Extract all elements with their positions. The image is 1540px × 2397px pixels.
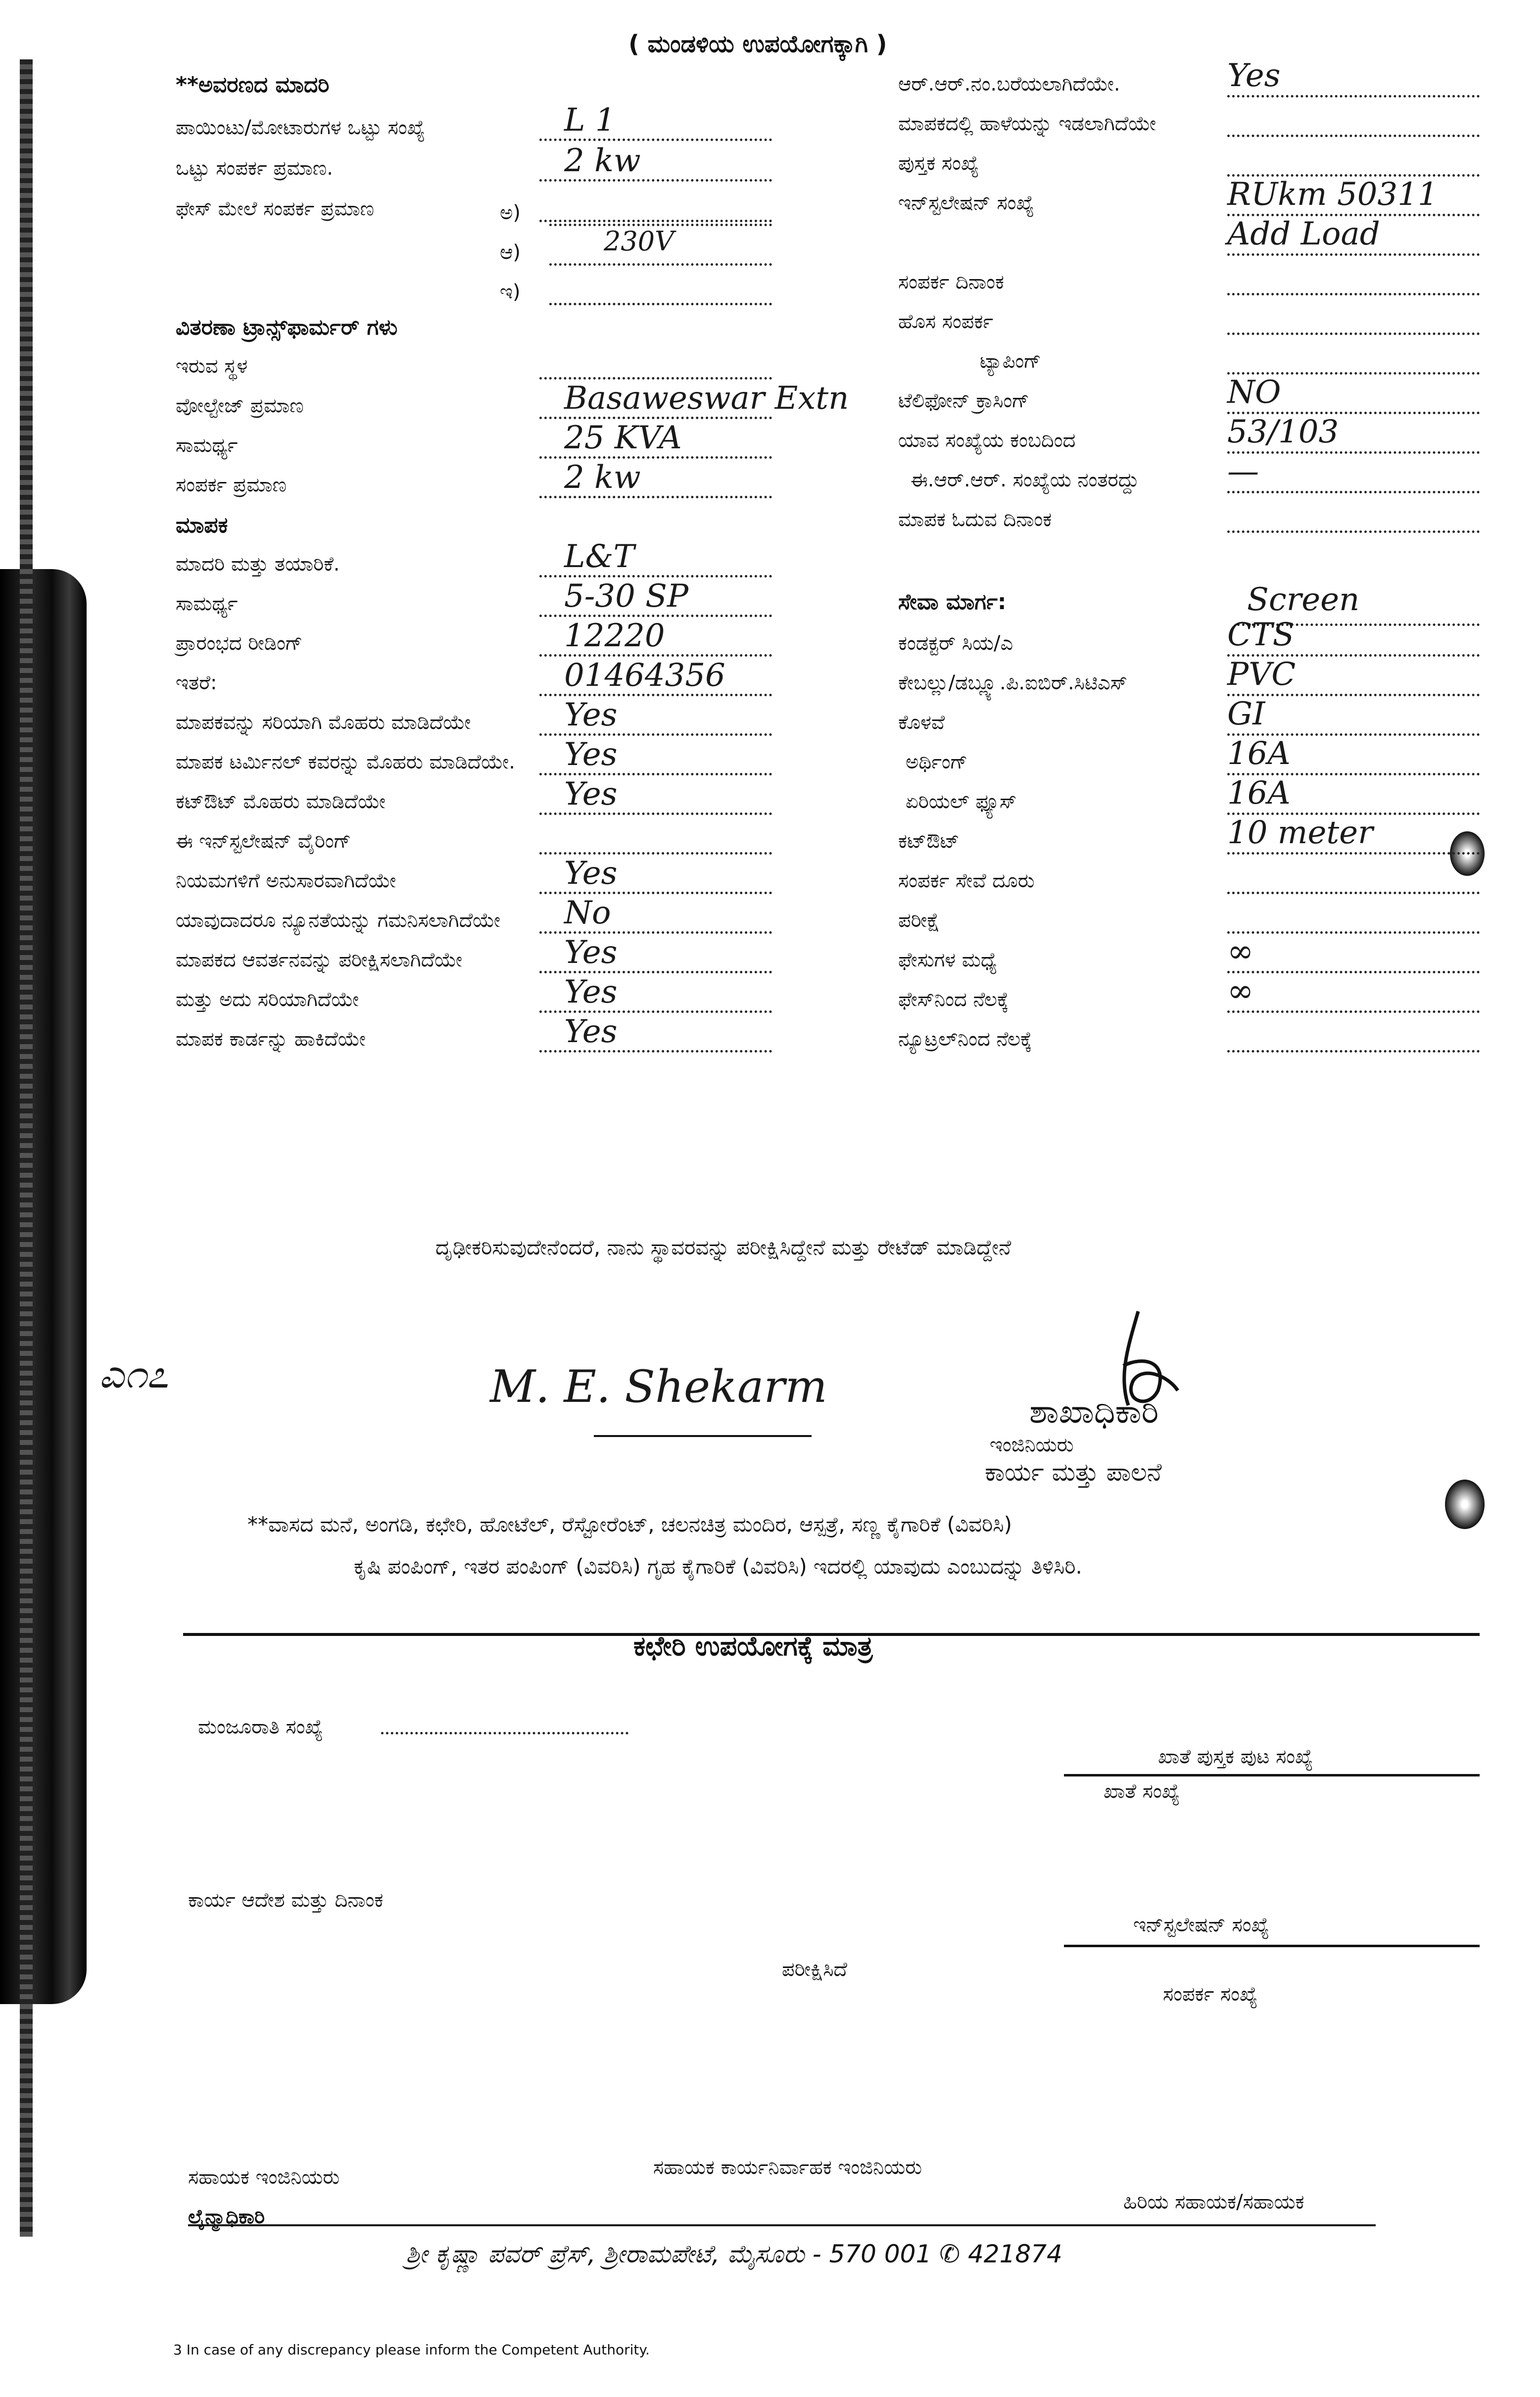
meter-field-6-dots	[539, 813, 772, 815]
meter-field-9-value: No	[564, 895, 611, 931]
meter-field-12-value: Yes	[564, 1013, 618, 1050]
meter-field-11-dots	[539, 1010, 772, 1013]
left-signature: M. E. Shekarm	[490, 1361, 827, 1413]
service-field-8-dots	[1227, 971, 1480, 973]
connection-no-label: ಸಂಪರ್ಕ ಸಂಖ್ಯೆ	[1163, 1983, 1258, 2006]
service-field-3-value: 16A	[1227, 735, 1291, 772]
asst-engineer-label: ಸಹಾಯಕ ಇಂಜಿನಿಯರು	[188, 2166, 340, 2189]
meter-field-7-dots	[539, 852, 772, 855]
installation-no-line	[1064, 1945, 1480, 1947]
service-field-1-label: ಕೇಬಲ್ಲು/ಡಬ್ಲ್ಯೂ.ಪಿ.ಐಬಿ‌ರ್.ಸಿಟಿಎಸ್	[898, 671, 1127, 694]
meter-field-11-label: ಮತ್ತು ಅದು ಸರಿಯಾಗಿದೆಯೇ	[176, 988, 359, 1011]
senior-asst-label: ಹಿರಿಯ ಸಹಾಯಕ/ಸಹಾಯಕ	[1123, 2191, 1304, 2213]
right-field-1-label: ಮಾಪಕದಲ್ಲಿ ಹಾಳೆಯನ್ನು ಇಡಲಾಗಿದೆಯೇ	[898, 112, 1156, 135]
right-field-5-dots	[1227, 293, 1480, 295]
officer-line2: ಇಂಜಿನಿಯರು	[990, 1434, 1074, 1456]
meter-field-2-label: ಪ್ರಾರಂಭದ ರೀಡಿಂಗ್	[176, 632, 303, 655]
service-field-5-label: ಕಟ್‌ಔಟ್	[898, 830, 960, 853]
field-0-value: L 1	[564, 102, 616, 139]
meter-field-10-value: Yes	[564, 934, 618, 971]
right-field-5-label: ಸಂಪರ್ಕ ದಿನಾಂಕ	[898, 271, 1004, 293]
ledger-page-label: ಖಾತೆ ಪುಸ್ತಕ ಪುಟ ಸಂಖ್ಯೆ	[1158, 1745, 1313, 1768]
right-field-6-dots	[1227, 333, 1480, 335]
service-field-1-value: PVC	[1227, 656, 1296, 693]
right-field-0-dots	[1227, 95, 1480, 97]
phase-item-value: 230V	[604, 226, 674, 257]
meter-field-5-label: ಮಾಪಕ ಟರ್ಮಿನಲ್ ಕವರನ್ನು ಮೊಹರು ಮಾಡಿದೆಯೇ.	[176, 751, 515, 773]
officer-title: ಶಾಖಾಧಿಕಾರಿ	[1029, 1392, 1159, 1431]
enclosure-heading: **ಅವರಣದ ಮಾದರಿ	[176, 72, 330, 97]
footnote-line2: ಕೃಷಿ ಪಂಪಿಂಗ್, ಇತರ ಪಂಪಿಂಗ್ (ವಿವರಿಸಿ) ಗೃಹ ಕೈಗಾರಿಕೆ (ವಿವರಿಸಿ) ಇದರಲ್ಲಿ ಯಾವುದು ಎಂಬುದನ್ನು ತಿಳಿಸಿರಿ.	[354, 1554, 1082, 1579]
meter-field-4-dots	[539, 733, 772, 736]
right-field-3-label: ಇನ್‌ಸ್ಟಲೇಷನ್ ಸಂಖ್ಯೆ	[898, 192, 1034, 214]
meter-field-2-value: 12220	[564, 618, 665, 654]
meter-field-2-dots	[539, 654, 772, 657]
service-field-5-dots	[1227, 852, 1480, 855]
meter-field-4-label: ಮಾಪಕವನ್ನು ಸರಿಯಾಗಿ ಮೊಹರು ಮಾಡಿದೆಯೇ	[176, 711, 471, 734]
binder-rod	[20, 59, 33, 2237]
meter-field-0-label: ಮಾದರಿ ಮತ್ತು ತಯಾರಿಕೆ.	[176, 553, 340, 575]
meter-field-9-label: ಯಾವುದಾದರೂ ನ್ಯೂನತೆಯನ್ನು ಗಮನಿಸಲಾಗಿದೆಯೇ	[176, 909, 501, 932]
transformer-field-2-label: ಸಾಮರ್ಥ್ಯ	[176, 434, 238, 457]
service-field-3-label: ಅರ್ಥಿಂಗ್	[906, 751, 968, 773]
service-field-0-value: CTS	[1227, 617, 1295, 653]
meter-field-4-value: Yes	[564, 697, 618, 733]
checked-label: ಪರೀಕ್ಷಿಸಿದೆ	[782, 1958, 847, 1981]
phase-item-dots	[549, 263, 772, 266]
field-1-dots	[539, 179, 772, 182]
service-heading-value: Screen	[1247, 581, 1360, 618]
meter-field-1-value: 5-30 SP	[564, 578, 689, 615]
transformer-field-3-value: 2 kw	[564, 459, 641, 496]
service-field-8-label: ಫೇಸುಗಳ ಮಧ್ಯೆ	[898, 949, 997, 971]
right-field-3-value: RUkm 50311	[1227, 176, 1438, 213]
service-field-2-label: ಕೊಳವೆ	[898, 711, 945, 734]
bottom-divider	[188, 2224, 1376, 2226]
right-field-4-value: Add Load	[1227, 216, 1380, 252]
service-field-7-label: ಪರೀಕ್ಷೆ	[898, 909, 940, 932]
meter-field-6-value: Yes	[564, 776, 618, 813]
meter-field-3-value: 01464356	[564, 657, 725, 694]
right-field-11-dots	[1227, 530, 1480, 533]
right-field-10-label: ಈ.ಆರ್.ಆರ್. ಸಂಖ್ಯೆಯ ನಂತರದ್ದು	[911, 469, 1139, 491]
ledger-page-line	[1064, 1774, 1480, 1776]
transformer-field-2-value: 25 KVA	[564, 420, 682, 456]
right-field-10-dots	[1227, 491, 1480, 493]
right-field-0-label: ಆರ್.ಆರ್.ನಂ.ಬರೆಯಲಾಗಿದೆಯೇ.	[898, 73, 1120, 96]
transformer-field-0-label: ಇರುವ ಸ್ಥಳ	[176, 355, 248, 378]
meter-field-8-label: ನಿಯಮಗಳಿಗೆ ಅನುಸಾರವಾಗಿದೆಯೇ	[176, 869, 396, 892]
transformer-field-3-dots	[539, 496, 772, 498]
meter-field-0-value: L&T	[564, 538, 635, 575]
service-field-8-value: ∞	[1227, 933, 1254, 970]
transformer-field-1-label: ವೋಲ್ಟೇಜ್ ಪ್ರಮಾಣ	[176, 394, 304, 417]
field-1-value: 2 kw	[564, 143, 641, 179]
service-field-10-dots	[1227, 1050, 1480, 1053]
right-field-9-dots	[1227, 451, 1480, 454]
sanction-no-dots	[381, 1732, 628, 1734]
field-0-label: ಪಾಯಿಂಟು/ಮೋಟಾರುಗಳ ಒಟ್ಟು ಸಂಖ್ಯೆ	[176, 116, 425, 139]
transformer-field-1-dots	[539, 417, 772, 419]
meter-heading: ಮಾಪಕ	[176, 513, 228, 538]
meter-field-1-dots	[539, 615, 772, 617]
right-field-1-dots	[1227, 135, 1480, 137]
field-2-dots	[539, 220, 772, 222]
service-field-7-dots	[1227, 931, 1480, 934]
account-no-label: ಖಾತೆ ಸಂಖ್ಯೆ	[1104, 1780, 1180, 1803]
service-field-0-label: ಕಂಡಕ್ಟರ್ ಸಿಯ/ಎ	[898, 632, 1013, 655]
installation-no-label: ಇನ್‌ಸ್ಟಲೇಷನ್ ಸಂಖ್ಯೆ	[1133, 1914, 1269, 1936]
meter-field-6-label: ಕಟ್‌ಔಟ್ ಮೊಹರು ಮಾಡಿದೆಯೇ	[176, 790, 386, 813]
meter-field-0-dots	[539, 575, 772, 577]
transformer-field-0-dots	[539, 377, 772, 380]
right-field-6-label: ಹೊಸ ಸಂಪರ್ಕ	[898, 310, 994, 333]
service-field-9-label: ಫೇಸ್‌ನಿಂದ ನೆಲಕ್ಕೆ	[898, 988, 1009, 1011]
field-0-dots	[539, 139, 772, 141]
meter-field-10-dots	[539, 971, 772, 973]
meter-field-11-value: Yes	[564, 974, 618, 1010]
transformer-field-3-label: ಸಂಪರ್ಕ ಪ್ರಮಾಣ	[176, 474, 287, 496]
right-field-2-label: ಪುಸ್ತಕ ಸಂಖ್ಯೆ	[898, 152, 979, 175]
meter-field-9-dots	[539, 931, 772, 934]
meter-field-5-value: Yes	[564, 736, 618, 773]
service-field-4-label: ಏರಿಯಲ್ ಫ್ಯೂಸ್	[906, 790, 1017, 813]
right-field-8-value: NO	[1227, 374, 1281, 411]
phase-item-label: ಆ)	[500, 241, 521, 264]
transformer-heading: ವಿತರಣಾ ಟ್ರಾನ್ಸ್‌ಫಾರ್ಮ‌ರ್ ಗಳು	[176, 315, 398, 340]
officer-line3: ಕಾರ್ಯ ಮತ್ತು ಪಾಲನೆ	[985, 1458, 1162, 1486]
right-field-11-label: ಮಾಪಕ ಓದುವ ದಿನಾಂಕ	[898, 508, 1052, 531]
work-order-label: ಕಾರ್ಯ ಆದೇಶ ಮತ್ತು ದಿನಾಂಕ	[188, 1889, 384, 1912]
phase-item-dots	[549, 303, 772, 305]
service-field-10-label: ನ್ಯೂಟ್ರಲ್‌ನಿಂದ ನೆಲಕ್ಕೆ	[898, 1028, 1032, 1051]
signature-line	[594, 1435, 812, 1437]
transformer-field-1-value: Basaweswar Extn	[564, 380, 849, 417]
service-heading: ಸೇವಾ ಮಾರ್ಗ:	[898, 589, 1007, 615]
service-field-2-value: GI	[1227, 696, 1265, 732]
meter-field-8-dots	[539, 892, 772, 894]
meter-field-1-label: ಸಾಮರ್ಥ್ಯ	[176, 592, 238, 615]
margin-note: ಎ೧೭	[99, 1351, 169, 1397]
sanction-no-label: ಮಂಜೂರಾತಿ ಸಂಖ್ಯೆ	[198, 1716, 323, 1738]
meter-field-3-dots	[539, 694, 772, 696]
phase-item-label: ಇ)	[500, 281, 521, 303]
bottom-note: 3 In case of any discrepancy please inform the Competent Authority.	[173, 2342, 650, 2358]
transformer-field-2-dots	[539, 456, 772, 459]
office-heading: ಕಛೇರಿ ಉಪಯೋಗಕ್ಕೆ ಮಾತ್ರ	[633, 1630, 873, 1662]
footnote-line1: **ವಾಸದ ಮನೆ, ಅಂಗಡಿ, ಕಛೇರಿ, ಹೋಟೆಲ್, ರೆಸ್ಟೋರೆಂಟ್, ಚಲನಚಿತ್ರ ಮಂದಿರ, ಆಸ್ಪತ್ರೆ, ಸಣ್ಣ ಕೈಗಾರಿಕೆ (ವಿವರಿಸಿ)	[247, 1512, 1012, 1536]
right-field-10-value: —	[1227, 453, 1259, 490]
field-1-label: ಒಟ್ಟು ಸಂಪರ್ಕ ಪ್ರಮಾಣ.	[176, 157, 333, 180]
certification-text: ದೃಢೀಕರಿಸುವುದೇನೆಂದರೆ, ನಾನು ಸ್ಥಾವರವನ್ನು ಪರೀಕ್ಷಿಸಿದ್ದೇನೆ ಮತ್ತು ರೇಟೆಡ್ ಮಾಡಿದ್ದೇನೆ	[435, 1235, 1011, 1259]
meter-field-10-label: ಮಾಪಕದ ಆವರ್ತನವನ್ನು ಪರೀಕ್ಷಿಸಲಾಗಿದೆಯೇ	[176, 949, 463, 971]
service-field-1-dots	[1227, 694, 1480, 696]
hole-punch	[1445, 1480, 1485, 1529]
right-field-9-value: 53/103	[1227, 414, 1339, 450]
service-field-5-value: 10 meter	[1227, 815, 1373, 851]
field-2-label: ಫೇಸ್ ಮೇಲೆ ಸಂಪರ್ಕ ಪ್ರಮಾಣ	[176, 197, 375, 220]
meter-field-12-label: ಮಾಪಕ ಕಾರ್ಡನ್ನು ಹಾಕಿದೆಯೇ	[176, 1028, 366, 1051]
printer-line: ಶ್ರೀ ಕೃಷ್ಣಾ ಪವರ್ ಪ್ರೆಸ್, ಶ್ರೀರಾಮಪೇಟೆ, ಮೈಸೂರು - 570 001 ✆ 421874	[406, 2240, 1062, 2268]
right-field-9-label: ಯಾವ ಸಂಖ್ಯೆಯ ಕಂಬದಿಂದ	[898, 429, 1076, 452]
right-field-0-value: Yes	[1227, 57, 1281, 94]
right-field-4-dots	[1227, 253, 1480, 256]
service-field-9-value: ∞	[1227, 973, 1254, 1009]
meter-field-12-dots	[539, 1050, 772, 1053]
meter-field-3-label: ಇತರೆ:	[176, 671, 217, 694]
service-field-9-dots	[1227, 1010, 1480, 1013]
phase-item-label: ಅ)	[500, 201, 521, 224]
line-officer-label: ಲೈನ್ಮಾಧಿಕಾರಿ	[188, 2205, 265, 2228]
binder-strip	[0, 569, 87, 2004]
service-field-6-label: ಸಂಪರ್ಕ ಸೇವೆ ದೂರು	[898, 869, 1035, 892]
meter-field-7-label: ಈ ಇನ್‌ಸ್ಟಲೇಷನ್ ವೈರಿಂಗ್	[176, 830, 351, 853]
meter-field-8-value: Yes	[564, 855, 618, 892]
asst-exec-engineer-label: ಸಹಾಯಕ ಕಾರ್ಯನಿರ್ವಾಹಕ ಇಂಜಿನಿಯರು	[653, 2156, 922, 2179]
form-title: ( ಮಂಡಳಿಯ ಉಪಯೋಗಕ್ಕಾಗಿ )	[628, 30, 887, 58]
right-field-8-label: ಟೆಲಿಫೋನ್ ಕ್ರಾಸಿಂಗ್	[898, 389, 1029, 412]
meter-field-5-dots	[539, 773, 772, 775]
right-field-7-label: ಟ್ಯಾಪಿಂಗ್	[980, 350, 1041, 373]
service-field-6-dots	[1227, 892, 1480, 894]
service-field-4-value: 16A	[1227, 775, 1291, 812]
